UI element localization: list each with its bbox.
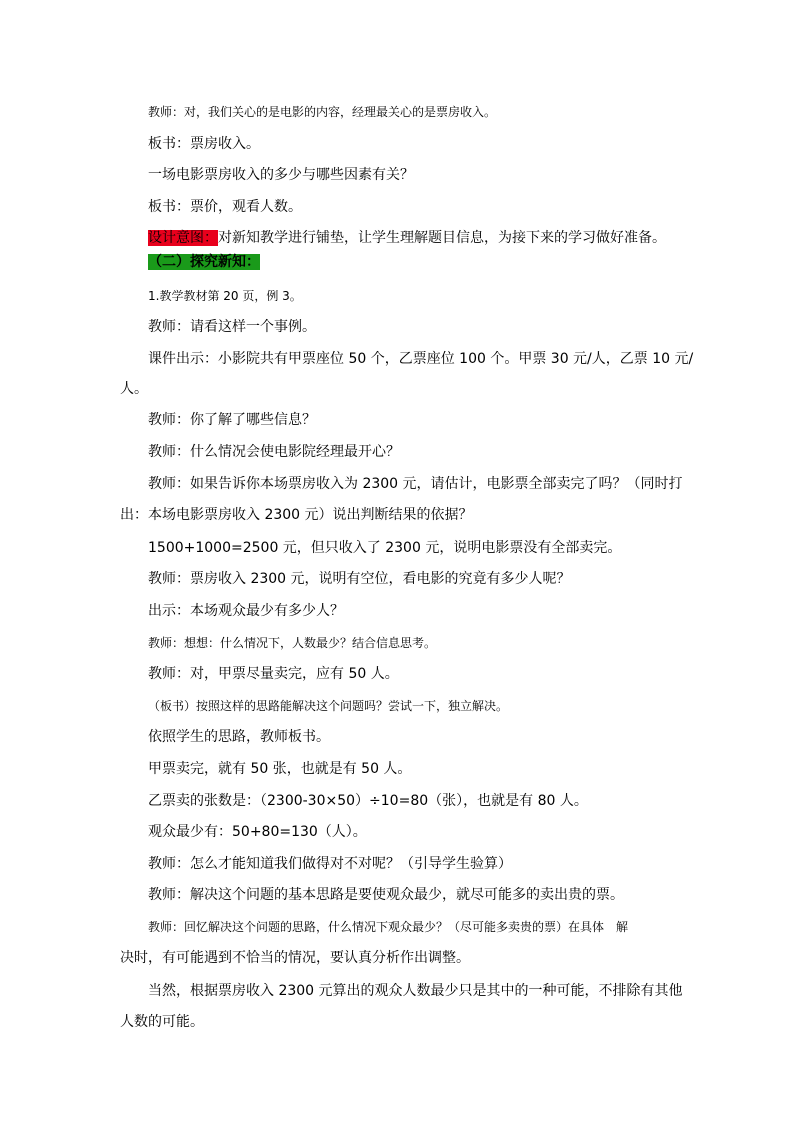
paragraph-calc-3: 乙票卖的张数是：（2300-30×50）÷10=80（张），也就是有 80 人。 [148,793,588,809]
paragraph-teacher-8: 教师：对，甲票尽量卖完，应有 50 人。 [148,666,399,682]
paragraph-show-1: 出示：本场观众最少有多少人？ [148,603,344,619]
paragraph-calc-2: 甲票卖完，就有 50 张，也就是有 50 人。 [148,761,412,777]
paragraph-example: 1.教学教材第 20 页，例 3。 [148,289,302,303]
paragraph-calc-1: 1500+1000=2500 元，但只收入了 2300 元，说明电影票没有全部卖完。 [148,540,622,556]
paragraph-conclusion-cont: 人数的可能。 [120,1014,204,1030]
paragraph-slide-1-cont: 人。 [120,381,148,397]
paragraph-teacher-9: 教师：怎么才能知道我们做得对不对呢？（引导学生验算） [148,856,512,872]
paragraph-teacher-5-cont: 出：本场电影票房收入 2300 元）说出判断结果的依据？ [120,507,473,523]
section-heading [148,252,260,272]
paragraph-teacher-11-cont: 决时，有可能遇到不恰当的情况，要认真分析作出调整。 [120,950,470,966]
section-heading-label: （二）探究新知： [148,254,260,270]
paragraph-conclusion: 当然，根据票房收入 2300 元算出的观众人数最少只是其中的一种可能，不排除有其他 [148,983,683,999]
paragraph-teacher-5: 教师：如果告诉你本场票房收入为 2300 元，请估计，电影票全部卖完了吗？（同时打 [148,476,683,492]
paragraph-board-1: 板书：票房收入。 [148,136,260,152]
paragraph-board-2: 板书：票价，观看人数。 [148,199,302,215]
paragraph-design-intent [148,228,666,248]
paragraph-calc-4: 观众最少有：50+80=130（人）。 [148,824,367,840]
paragraph-teacher-2: 教师：请看这样一个事例。 [148,319,316,335]
paragraph-teacher-11: 教师：回忆解决这个问题的思路，什么情况下观众最少？（尽可能多卖贵的票）在具体 解 [148,920,629,934]
design-intent-label: 设计意图： [148,230,218,246]
design-intent-text: 对新知教学进行铺垫，让学生理解题目信息，为接下来的学习做好准备。 [218,230,666,246]
paragraph-teacher-7: 教师：想想：什么情况下，人数最少？结合信息思考。 [148,636,437,650]
paragraph-teacher-6: 教师：票房收入 2300 元，说明有空位，看电影的究竟有多少人呢？ [148,571,571,587]
paragraph-teacher-4: 教师：什么情况会使电影院经理最开心？ [148,444,400,460]
paragraph-teacher-1: 教师：对，我们关心的是电影的内容，经理最关心的是票房收入。 [148,105,497,119]
paragraph-board-3: （板书）按照这样的思路能解决这个问题吗？尝试一下，独立解决。 [148,699,509,713]
paragraph-follow: 依照学生的思路，教师板书。 [148,729,330,745]
paragraph-question: 一场电影票房收入的多少与哪些因素有关？ [148,167,414,183]
paragraph-slide-1: 课件出示：小影院共有甲票座位 50 个，乙票座位 100 个。甲票 30 元/人，乙票 10 元/ [148,351,694,367]
paragraph-teacher-10: 教师：解决这个问题的基本思路是要使观众最少，就尽可能多的卖出贵的票。 [148,887,624,903]
paragraph-teacher-3: 教师：你了解了哪些信息？ [148,412,316,428]
